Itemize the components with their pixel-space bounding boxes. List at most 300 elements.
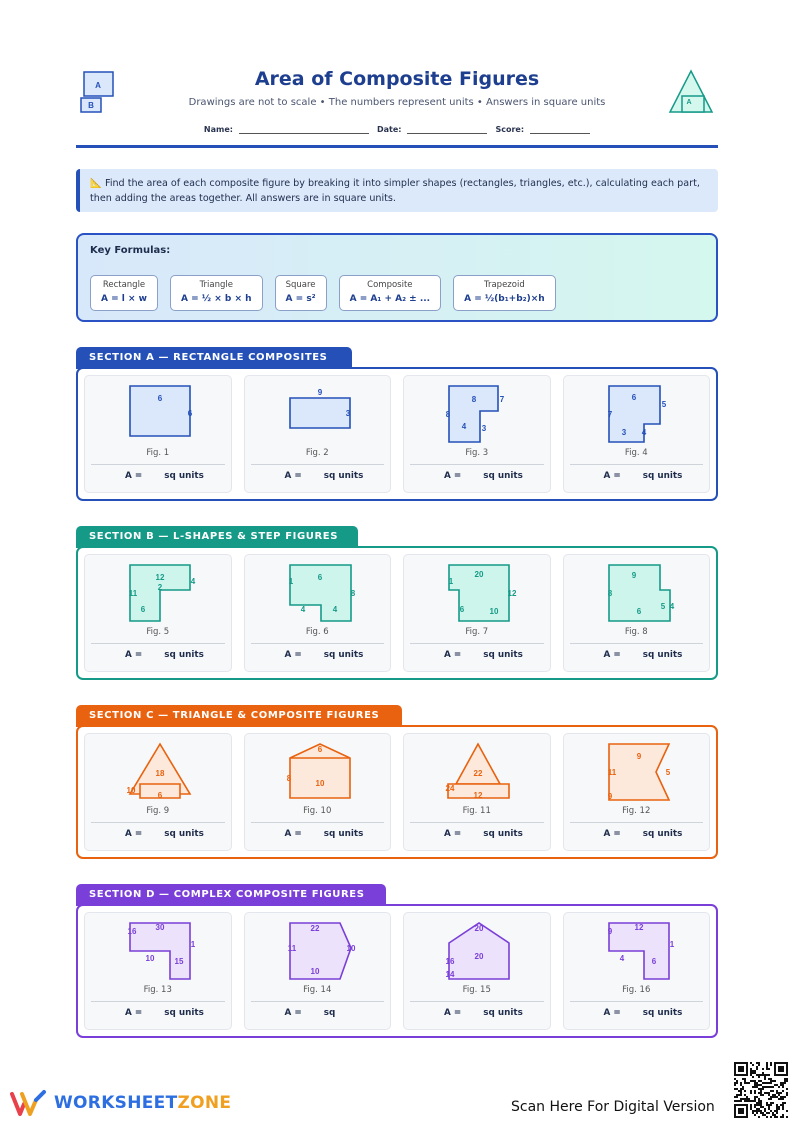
qr-module [760, 1100, 762, 1102]
qr-module [766, 1066, 768, 1068]
qr-module [750, 1080, 752, 1082]
figure-card [403, 375, 551, 493]
qr-module [766, 1062, 768, 1064]
qr-module [756, 1108, 758, 1110]
dimension-label: 6 [140, 605, 146, 614]
dimension-label: 6 [651, 957, 656, 966]
worksheetzone-logo[interactable] [10, 1088, 231, 1118]
qr-module [786, 1078, 788, 1080]
dimension-label: 1 [190, 940, 196, 949]
dimension-label: 4 [641, 428, 646, 437]
dimension-label: 4 [332, 605, 337, 614]
qr-module [774, 1096, 776, 1098]
dimension-label: 10 [145, 954, 155, 963]
qr-module [772, 1090, 774, 1092]
figure-card [84, 912, 232, 1030]
qr-module [772, 1096, 774, 1098]
qr-module [786, 1110, 788, 1112]
qr-module [762, 1086, 764, 1088]
figure-card [244, 733, 392, 851]
logo-right-text: A [686, 99, 692, 106]
answer-field[interactable] [604, 650, 683, 660]
answer-prefix: A = [125, 650, 143, 660]
qr-code-icon[interactable] [734, 1062, 788, 1118]
section-title-tab: SECTION A — RECTANGLE COMPOSITES [76, 347, 352, 369]
name-line[interactable] [239, 122, 369, 134]
qr-module [760, 1094, 762, 1096]
answer-unit: sq units [164, 1008, 204, 1018]
answer-divider [91, 643, 225, 644]
score-label: Score: [495, 125, 525, 134]
dimension-label: 3 [481, 424, 487, 433]
qr-module [750, 1100, 752, 1102]
figure-drawing [564, 913, 714, 985]
qr-module [776, 1110, 778, 1112]
dimension-label: 12 [507, 589, 517, 598]
worksheet-header [76, 64, 718, 148]
page-subtitle: Drawings are not to scale • The numbers represent units • Answers in square units [188, 97, 606, 108]
qr-module [770, 1096, 772, 1098]
qr-module [748, 1082, 750, 1084]
figure-drawing [564, 734, 714, 806]
answer-unit: sq units [483, 650, 523, 660]
formula-expression: A = ½(b₁+b₂)×h [464, 294, 545, 304]
dimension-label: 1 [288, 577, 293, 586]
answer-field[interactable] [604, 829, 683, 839]
qr-module [778, 1092, 780, 1094]
section-b [76, 531, 718, 680]
figure-label: Fig. 13 [143, 985, 172, 995]
qr-module [748, 1098, 750, 1100]
qr-module [772, 1102, 774, 1104]
qr-module [786, 1080, 788, 1082]
answer-field[interactable] [125, 829, 204, 839]
answer-unit: sq units [642, 1008, 683, 1018]
answer-field[interactable] [285, 471, 364, 481]
figure-drawing [564, 376, 714, 448]
dimension-label: 5 [661, 400, 666, 409]
dimension-label: 18 [155, 769, 165, 778]
dimension-label: 20 [474, 570, 484, 579]
figure-drawing [404, 555, 554, 627]
figure-card [244, 912, 392, 1030]
qr-module [750, 1090, 752, 1092]
answer-unit: sq units [164, 471, 204, 481]
qr-module [738, 1090, 740, 1092]
qr-module [750, 1104, 752, 1106]
qr-module [756, 1084, 758, 1086]
qr-module [750, 1068, 752, 1070]
qr-module [780, 1104, 782, 1106]
figure-drawing [245, 734, 395, 806]
qr-module [754, 1072, 756, 1074]
section-title-tab: SECTION B — L-SHAPES & STEP FIGURES [76, 526, 358, 548]
qr-module [778, 1094, 780, 1096]
qr-module [756, 1074, 758, 1076]
qr-module [786, 1088, 788, 1090]
qr-module [770, 1064, 772, 1066]
qr-module [782, 1096, 784, 1098]
answer-unit: sq units [483, 829, 523, 839]
qr-module [776, 1084, 778, 1086]
dimension-label: 6 [157, 791, 163, 800]
date-field[interactable] [377, 122, 488, 134]
qr-module [768, 1082, 770, 1084]
answer-divider [410, 464, 544, 465]
formula-chip [170, 275, 263, 311]
qr-module [774, 1094, 776, 1096]
qr-module [754, 1096, 756, 1098]
answer-field[interactable] [444, 829, 523, 839]
dimension-label: 9 [607, 927, 612, 936]
qr-module [782, 1086, 784, 1088]
answer-field[interactable] [444, 471, 523, 481]
name-field[interactable] [204, 122, 369, 134]
qr-module [734, 1078, 736, 1080]
dimension-label: 8 [286, 774, 291, 783]
qr-module [784, 1082, 786, 1084]
qr-module [766, 1074, 768, 1076]
qr-module [782, 1104, 784, 1106]
qr-module [742, 1088, 744, 1090]
qr-module [784, 1080, 786, 1082]
dimension-label: 8 [471, 395, 477, 404]
qr-module [768, 1112, 770, 1114]
answer-prefix: A = [284, 650, 302, 660]
qr-module [768, 1094, 770, 1096]
qr-module [758, 1088, 760, 1090]
qr-module [744, 1090, 746, 1092]
qr-finder [738, 1108, 744, 1114]
dimension-label: 4 [669, 602, 674, 611]
dimension-label: 22 [310, 924, 319, 933]
qr-module [776, 1090, 778, 1092]
qr-module [776, 1116, 778, 1118]
figure-card [84, 375, 232, 493]
qr-module [740, 1090, 742, 1092]
qr-module [740, 1084, 742, 1086]
qr-module [768, 1074, 770, 1076]
logo-left-top-text: A [95, 81, 101, 90]
qr-module [750, 1106, 752, 1108]
qr-module [770, 1086, 772, 1088]
dimension-label: 10 [310, 967, 319, 976]
qr-module [782, 1116, 784, 1118]
figure-drawing [245, 555, 395, 627]
section-title-tab: SECTION C — TRIANGLE & COMPOSITE FIGURES [76, 705, 402, 727]
qr-module [744, 1098, 746, 1100]
qr-module [778, 1108, 780, 1110]
answer-prefix: A = [444, 829, 462, 839]
section-a [76, 352, 718, 501]
qr-module [744, 1078, 746, 1080]
qr-module [750, 1108, 752, 1110]
answer-field[interactable] [285, 829, 364, 839]
qr-module [764, 1082, 766, 1084]
qr-module [774, 1116, 776, 1118]
qr-module [772, 1094, 774, 1096]
score-line[interactable] [530, 122, 590, 134]
formula-name: Rectangle [102, 280, 146, 290]
answer-field[interactable] [604, 471, 683, 481]
qr-module [774, 1110, 776, 1112]
qr-module [782, 1106, 784, 1108]
dimension-label: 30 [155, 923, 165, 932]
student-info-fields [76, 122, 718, 134]
answer-unit: sq units [642, 829, 683, 839]
section-d [76, 889, 718, 1038]
figure-shape [456, 744, 500, 784]
figure-label: Fig. 16 [622, 985, 651, 995]
answer-field[interactable] [285, 1008, 336, 1018]
qr-module [762, 1074, 764, 1076]
qr-module [750, 1062, 752, 1064]
figure-card [244, 554, 392, 672]
qr-module [758, 1098, 760, 1100]
dimension-label: 12 [473, 791, 483, 800]
dimension-label: 4 [190, 577, 196, 586]
qr-module [760, 1112, 762, 1114]
qr-module [754, 1086, 756, 1088]
qr-module [734, 1100, 736, 1102]
qr-module [786, 1116, 788, 1118]
formula-chip [275, 275, 327, 311]
qr-module [736, 1088, 738, 1090]
qr-module [784, 1102, 786, 1104]
dimension-label: 5 [665, 768, 670, 777]
dimension-label: 4 [300, 605, 305, 614]
qr-module [776, 1112, 778, 1114]
dimension-label: 7 [499, 395, 505, 404]
dimension-label: 4 [619, 954, 624, 963]
answer-unit: sq [323, 1008, 336, 1018]
figure-drawing [245, 913, 395, 985]
qr-module [756, 1062, 758, 1064]
answer-unit: sq units [323, 471, 364, 481]
qr-module [754, 1110, 756, 1112]
qr-module [738, 1094, 740, 1096]
formula-chips [90, 275, 556, 311]
qr-module [760, 1088, 762, 1090]
dimension-label: 16 [445, 957, 455, 966]
answer-divider [251, 464, 385, 465]
qr-module [758, 1084, 760, 1086]
qr-module [756, 1112, 758, 1114]
qr-module [762, 1114, 764, 1116]
qr-module [776, 1104, 778, 1106]
dimension-label: 6 [317, 573, 322, 582]
date-label: Date: [376, 125, 402, 134]
qr-module [736, 1096, 738, 1098]
answer-divider [570, 1001, 704, 1002]
qr-module [760, 1102, 762, 1104]
figure-cards [84, 554, 710, 672]
formula-chip [339, 275, 441, 311]
qr-module [760, 1104, 762, 1106]
qr-module [750, 1072, 752, 1074]
answer-unit: sq units [642, 471, 683, 481]
figure-cards [84, 375, 710, 493]
qr-module [740, 1088, 742, 1090]
qr-module [770, 1080, 772, 1082]
qr-module [772, 1086, 774, 1088]
qr-module [756, 1102, 758, 1104]
formula-name: Composite [367, 280, 413, 290]
answer-field[interactable] [125, 471, 204, 481]
dimension-label: 9 [317, 388, 322, 397]
answer-divider [570, 822, 704, 823]
qr-module [738, 1100, 740, 1102]
qr-module [754, 1092, 756, 1094]
answer-prefix: A = [125, 1008, 143, 1018]
answer-field[interactable] [444, 650, 523, 660]
qr-module [750, 1070, 752, 1072]
qr-module [736, 1080, 738, 1082]
qr-module [770, 1098, 772, 1100]
dimension-label: 12 [634, 923, 643, 932]
qr-module [768, 1104, 770, 1106]
figure-label: Fig. 15 [462, 985, 491, 995]
scan-text: Scan Here For Digital Version [511, 1099, 715, 1115]
triangle-logo-icon [668, 68, 714, 114]
qr-module [758, 1092, 760, 1094]
dimension-label: 11 [128, 589, 138, 598]
qr-module [774, 1084, 776, 1086]
qr-module [756, 1104, 758, 1106]
figure-card [403, 733, 551, 851]
answer-prefix: A = [125, 471, 143, 481]
figure-card [563, 912, 711, 1030]
qr-finder [738, 1066, 744, 1072]
qr-module [746, 1100, 748, 1102]
qr-module [758, 1108, 760, 1110]
qr-module [782, 1114, 784, 1116]
qr-module [780, 1116, 782, 1118]
qr-module [770, 1082, 772, 1084]
qr-module [780, 1098, 782, 1100]
answer-unit: sq units [642, 650, 683, 660]
key-formulas-box [76, 233, 718, 322]
qr-module [762, 1072, 764, 1074]
section-c [76, 710, 718, 859]
formula-expression: A = ½ × b × h [180, 294, 252, 304]
qr-module [758, 1110, 760, 1112]
dimension-label: 6 [317, 745, 322, 754]
answer-field[interactable] [604, 1008, 683, 1018]
answer-field[interactable] [444, 1008, 523, 1018]
qr-module [752, 1086, 754, 1088]
qr-module [766, 1068, 768, 1070]
figure-label: Fig. 1 [146, 448, 170, 458]
qr-module [782, 1102, 784, 1104]
date-line[interactable] [407, 122, 487, 134]
qr-module [760, 1084, 762, 1086]
formulas-title: Key Formulas: [90, 245, 171, 256]
qr-module [740, 1094, 742, 1096]
qr-module [736, 1100, 738, 1102]
dimension-label: 6 [157, 394, 163, 403]
figure-label: Fig. 12 [622, 806, 651, 816]
qr-module [752, 1110, 754, 1112]
qr-module [734, 1084, 736, 1086]
qr-module [754, 1070, 756, 1072]
qr-module [774, 1080, 776, 1082]
dimension-label: 9 [607, 792, 612, 801]
figure-label: Fig. 8 [624, 627, 648, 637]
qr-module [758, 1116, 760, 1118]
figure-card [84, 733, 232, 851]
qr-module [734, 1096, 736, 1098]
qr-module [768, 1078, 770, 1080]
formula-name: Triangle [199, 280, 233, 290]
qr-module [778, 1106, 780, 1108]
qr-module [780, 1092, 782, 1094]
section-title-tab: SECTION D — COMPLEX COMPOSITE FIGURES [76, 884, 386, 906]
dimension-label: 10 [489, 607, 499, 616]
qr-finder [778, 1066, 784, 1072]
dimension-label: 12 [155, 573, 165, 582]
answer-field[interactable] [285, 650, 364, 660]
figure-drawing [404, 913, 554, 985]
answer-prefix: A = [603, 1008, 621, 1018]
answer-field[interactable] [125, 1008, 204, 1018]
answer-divider [91, 822, 225, 823]
page-title: Area of Composite Figures [254, 68, 540, 90]
dimension-label: 24 [445, 784, 455, 793]
qr-module [758, 1076, 760, 1078]
figure-card [403, 912, 551, 1030]
qr-module [760, 1080, 762, 1082]
dimension-label: 3 [345, 409, 350, 418]
figure-shape [290, 923, 351, 979]
qr-module [756, 1068, 758, 1070]
answer-prefix: A = [603, 650, 621, 660]
qr-module [752, 1072, 754, 1074]
score-field[interactable] [495, 122, 590, 134]
qr-module [782, 1082, 784, 1084]
qr-module [756, 1086, 758, 1088]
dimension-label: 7 [607, 410, 612, 419]
qr-module [774, 1114, 776, 1116]
answer-divider [251, 822, 385, 823]
qr-module [764, 1108, 766, 1110]
figure-card [563, 554, 711, 672]
dimension-label: 2 [157, 583, 163, 592]
qr-module [758, 1064, 760, 1066]
qr-module [768, 1098, 770, 1100]
qr-module [776, 1092, 778, 1094]
qr-module [742, 1098, 744, 1100]
qr-module [754, 1114, 756, 1116]
figure-card [563, 375, 711, 493]
qr-module [772, 1114, 774, 1116]
brand-mark-icon [10, 1088, 48, 1118]
qr-module [740, 1100, 742, 1102]
dimension-label: 1 [669, 940, 674, 949]
answer-divider [410, 643, 544, 644]
figure-cards [84, 733, 710, 851]
figure-label: Fig. 4 [624, 448, 648, 458]
qr-module [752, 1064, 754, 1066]
answer-field[interactable] [125, 650, 204, 660]
answer-prefix: A = [603, 829, 621, 839]
figure-drawing [85, 734, 235, 806]
dimension-label: 6 [631, 393, 636, 402]
dimension-label: 4 [461, 422, 467, 431]
figure-drawing [404, 376, 554, 448]
qr-module [770, 1090, 772, 1092]
qr-module [750, 1092, 752, 1094]
